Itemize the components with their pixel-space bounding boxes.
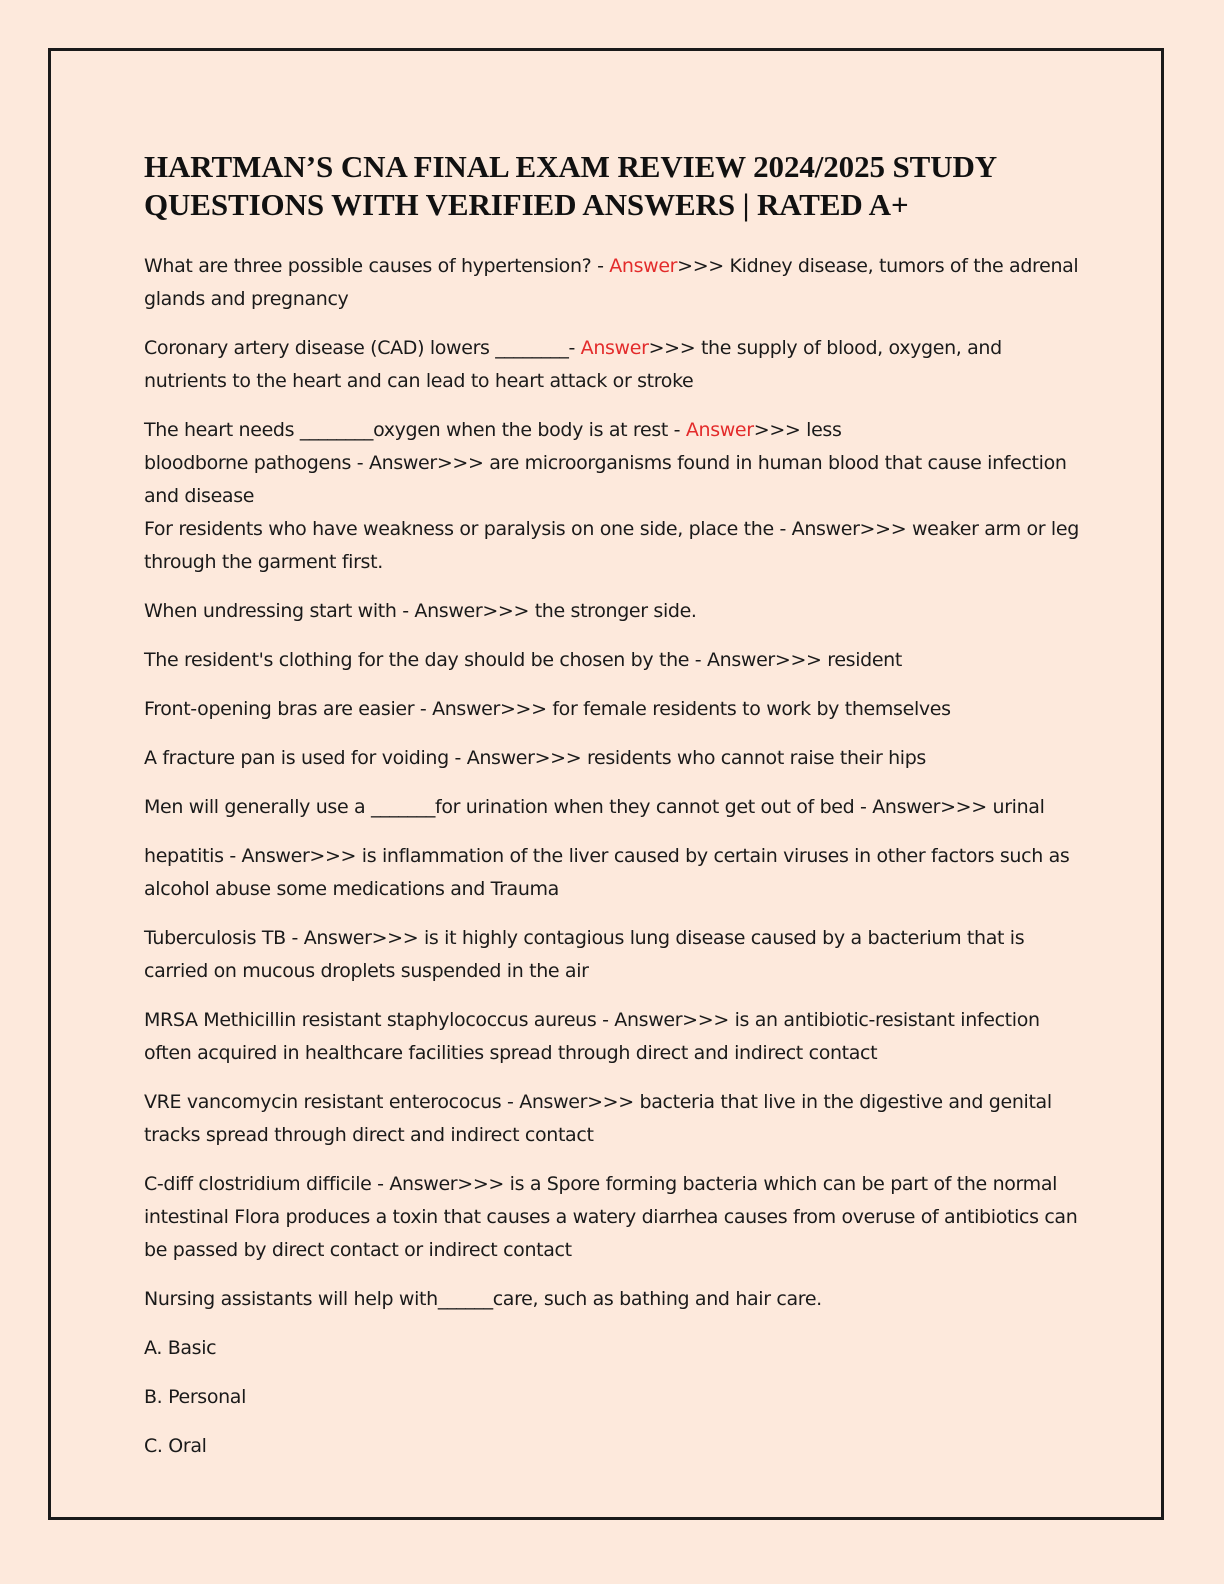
qa-item: bloodborne pathogens - Answer>>> are microorganisms found in human blood that cause infection and disease: [144, 452, 1067, 507]
question-text: Coronary artery disease (CAD) lowers ________-: [144, 337, 581, 359]
question-text: What are three possible causes of hypertension? -: [144, 255, 610, 277]
qa-item: [144, 250, 1084, 316]
qa-item: Men will generally use a _______for urination when they cannot get out of bed - Answer>>> urinal: [144, 796, 1045, 818]
qa-item: C-diff clostridium difficile - Answer>>> is a Spore forming bacteria which can be part of the normal intestinal Flora produces a toxin that causes a watery diarrhea causes from overuse of antibiotics can be passed by direct contact or indirect contact: [144, 1173, 1078, 1261]
answer-option: A. Basic: [144, 1337, 217, 1359]
answer-label: Answer: [685, 419, 754, 441]
qa-item: The resident's clothing for the day should be chosen by the - Answer>>> resident: [144, 649, 902, 671]
answer-option: B. Personal: [144, 1386, 247, 1408]
question-stem: Nursing assistants will help with______care, such as bathing and hair care.: [144, 1288, 822, 1310]
qa-item: MRSA Methicillin resistant staphylococcus aureus - Answer>>> is an antibiotic-resistant infection often acquired in healthcare facilities spread through direct and indirect contact: [144, 1009, 1040, 1064]
answer-label: Answer: [609, 255, 678, 277]
answer-text: >>> Kidney disease, tumors of the adrenal glands and pregnancy: [144, 255, 1079, 310]
qa-item: A fracture pan is used for voiding - Answer>>> residents who cannot raise their hips: [144, 747, 926, 769]
qa-item: For residents who have weakness or paralysis on one side, place the - Answer>>> weaker arm or leg through the garment first.: [144, 518, 1079, 573]
qa-item: hepatitis - Answer>>> is inflammation of the liver caused by certain viruses in other factors such as alcohol abuse some medications and Trauma: [144, 845, 1070, 900]
answer-option: C. Oral: [144, 1435, 207, 1457]
answer-text: >>> less: [753, 419, 842, 441]
qa-item: When undressing start with - Answer>>> the stronger side.: [144, 600, 697, 622]
qa-item: Tuberculosis TB - Answer>>> is it highly contagious lung disease caused by a bacterium that is carried on mucous droplets suspended in the air: [144, 927, 1025, 982]
qa-item: Front-opening bras are easier - Answer>>> for female residents to work by themselves: [144, 698, 951, 720]
answer-label: Answer: [580, 337, 649, 359]
qa-item: VRE vancomycin resistant enterococus - Answer>>> bacteria that live in the digestive and genital tracks spread through direct and indirect contact: [144, 1091, 1052, 1146]
answer-text: >>> the supply of blood, oxygen, and nutrients to the heart and can lead to heart attack or stroke: [144, 337, 1002, 392]
document-title: HARTMAN’S CNA FINAL EXAM REVIEW 2024/2025 STUDY QUESTIONS WITH VERIFIED ANSWERS | RATED A+: [144, 149, 996, 222]
question-text: The heart needs ________oxygen when the body is at rest -: [144, 419, 686, 441]
qa-item: [144, 332, 1084, 398]
qa-item: [144, 414, 1084, 447]
document-body: [144, 148, 1084, 1479]
